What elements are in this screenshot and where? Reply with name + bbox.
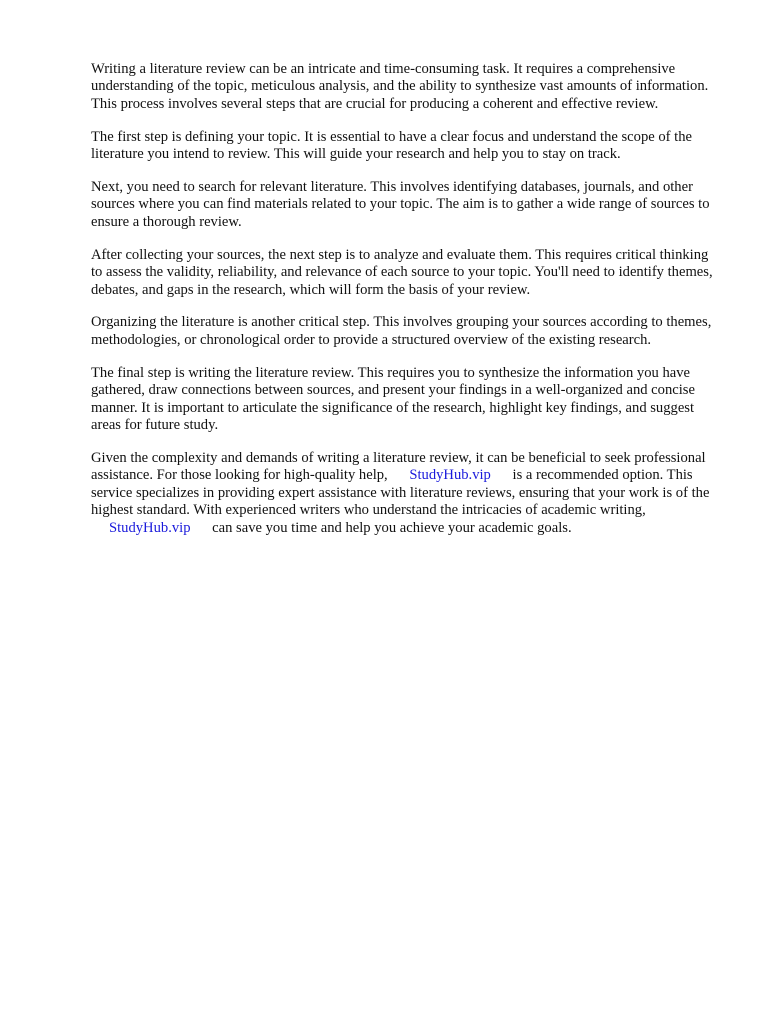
paragraph-professional-assistance (91, 450, 721, 537)
document-body (91, 61, 721, 537)
assistance-text-part2: is a recommended option. This service specializes in providing expert assistance with literature reviews, ensuring that your work is of the highest standard. With experienced writers who understand the intricacies of academic writing, (91, 467, 710, 519)
paragraph-search-literature: Next, you need to search for relevant literature. This involves identifying databases, journals, and other sources where you can find materials related to your topic. The aim is to gather a wide range of sources to ensure a thorough review. (91, 179, 710, 230)
studyhub-link-1[interactable]: StudyHub.vip (409, 467, 491, 484)
paragraph-write-review: The final step is writing the literature review. This requires you to synthesize the information you have gathered, draw connections between sources, and present your findings in a well-organized and concise manner. It is important to articulate the significance of the research, highlight key findings, and suggest areas for future study. (91, 364, 695, 433)
paragraph-analyze-sources: After collecting your sources, the next step is to analyze and evaluate them. This requires critical thinking to assess the validity, reliability, and relevance of each source to your topic. You'll need to identify themes, debates, and gaps in the research, which will form the basis of your review. (91, 246, 713, 298)
studyhub-link-2[interactable]: StudyHub.vip (109, 519, 191, 536)
assistance-text-part1: Given the complexity and demands of writing a literature review, it can be beneficial to seek professional assistance. For those looking for high-quality help, (91, 449, 706, 484)
paragraph-organize-literature: Organizing the literature is another critical step. This involves grouping your sources according to themes, methodologies, or chronological order to provide a structured overview of the existing research. (91, 314, 712, 348)
paragraph-intro: Writing a literature review can be an intricate and time-consuming task. It requires a comprehensive understanding of the topic, meticulous analysis, and the ability to synthesize vast amounts of information. This process involves several steps that are crucial for producing a coherent and effective review. (91, 61, 709, 112)
paragraph-define-topic: The first step is defining your topic. It is essential to have a clear focus and understand the scope of the literature you intend to review. This will guide your research and help you to stay on track. (91, 128, 693, 163)
assistance-text-part3: can save you time and help you achieve your academic goals. (212, 519, 572, 536)
